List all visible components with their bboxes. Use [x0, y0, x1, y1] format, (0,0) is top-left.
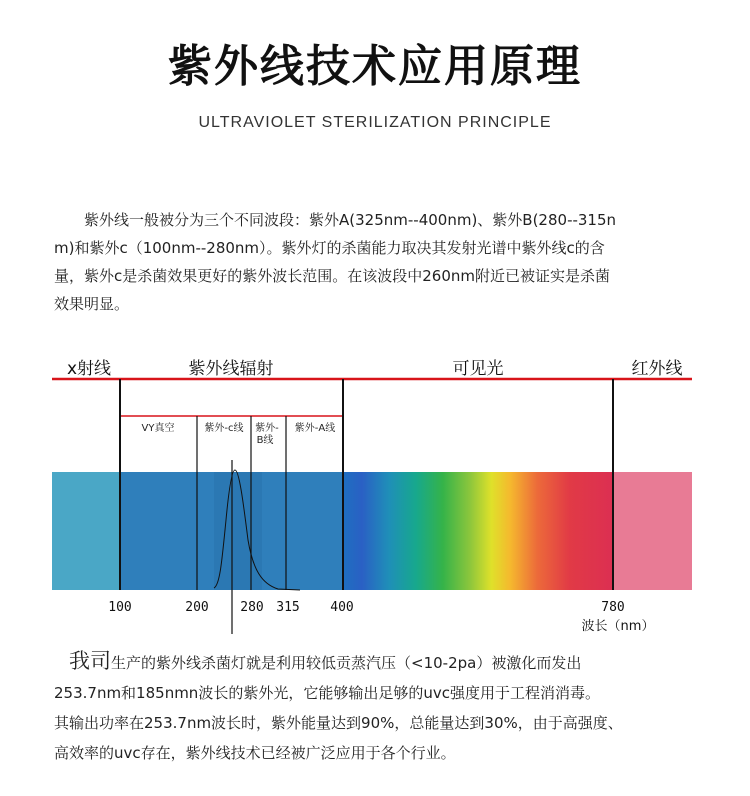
region-label-xray: x射线	[66, 359, 112, 379]
band-label-uvc: 紫外-c线	[204, 423, 244, 434]
tick-label: 315	[276, 600, 300, 615]
company-lead: 我司	[69, 649, 112, 673]
tick-label: 100	[108, 600, 132, 615]
outro-line-rest: 生产的紫外线杀菌灯就是利用较低贡蒸汽压（<10-2pa）被激化而发出	[111, 654, 582, 672]
spectrum-xray-block	[52, 472, 120, 590]
spectrum-visible-block	[343, 472, 613, 590]
tick-label: 200	[185, 600, 209, 615]
outro-line: 其输出功率在253.7nm波长时，紫外能量达到90%，总能量达到30%，由于高强度、	[54, 714, 623, 732]
tick-label: 400	[330, 600, 354, 615]
region-label-infrared: 红外线	[631, 359, 683, 379]
outro-line	[54, 646, 704, 678]
page-title: 紫外线技术应用原理	[168, 41, 582, 92]
region-label-visible: 可见光	[452, 359, 504, 379]
spectrum-infrared-block	[613, 472, 692, 590]
spectrum-uvc-highlight	[214, 472, 262, 590]
band-label-uva: 紫外-A线	[294, 423, 336, 434]
axis-label: 波长（nm）	[581, 619, 655, 634]
tick-label: 280	[240, 600, 264, 615]
intro-line: 效果明显。	[54, 295, 130, 313]
tick-label: 780	[601, 600, 625, 615]
intro-line: 量，紫外c是杀菌效果更好的紫外波长范围。在该波段中260nm附近已被证实是杀菌	[54, 267, 610, 285]
band-label-uvb-line2: B线	[256, 435, 274, 446]
band-label-uvb: 紫外-	[255, 423, 279, 434]
band-label-vacuum: VY真空	[141, 423, 175, 434]
region-label-uv: 紫外线辐射	[188, 359, 274, 379]
outro-line: 253.7nm和185nmn波长的紫外光，它能够输出足够的uvc强度用于工程消消毒。	[54, 684, 600, 702]
intro-line: m)和紫外c（100nm--280nm）。紫外灯的杀菌能力取决其发射光谱中紫外线c的含	[54, 239, 605, 257]
page-subtitle: ULTRAVIOLET STERILIZATION PRINCIPLE	[198, 114, 552, 131]
outro-line: 高效率的uvc存在，紫外线技术已经被广泛应用于各个行业。	[54, 744, 456, 762]
intro-line: 紫外线一般被分为三个不同波段：紫外A(325nm--400nm)、紫外B(280--315n	[54, 211, 617, 229]
outro-paragraph	[54, 646, 704, 768]
